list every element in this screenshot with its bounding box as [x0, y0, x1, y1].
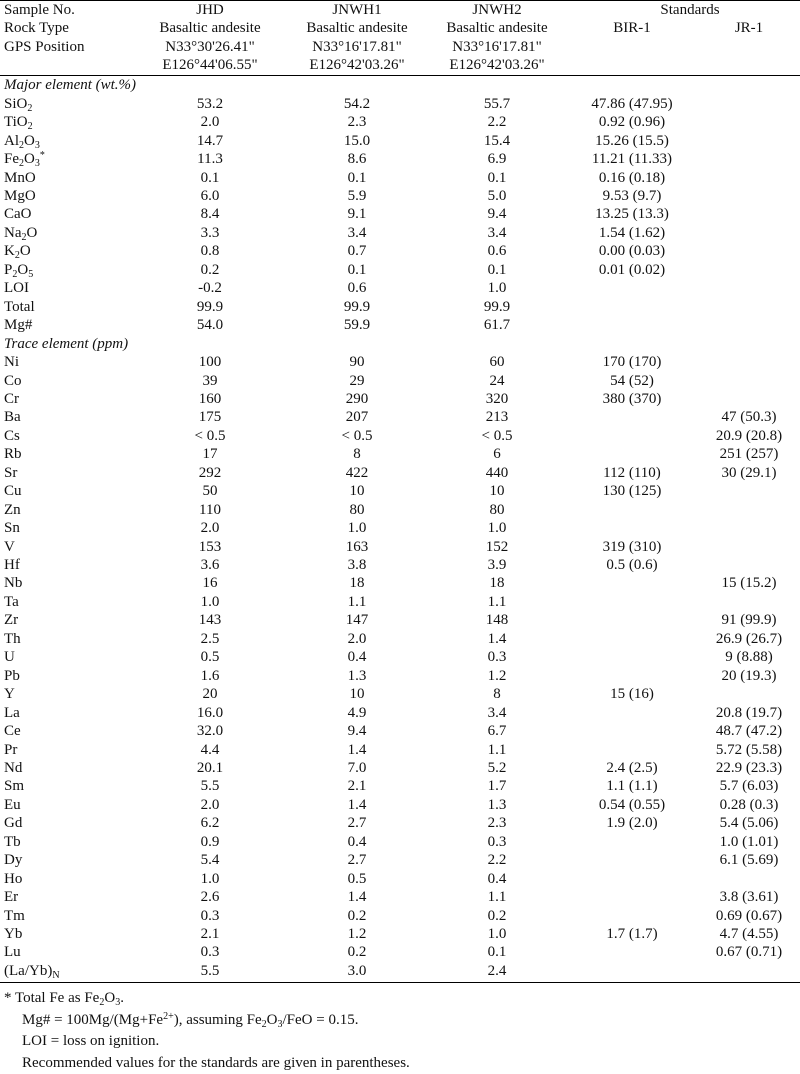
table-cell: 39 — [202, 372, 218, 389]
header-rock-type: Basaltic andesite — [306, 20, 408, 37]
table-cell: 0.3 — [487, 649, 507, 666]
table-cell: 55.7 — [483, 95, 511, 112]
table-cell: 16 — [202, 575, 218, 592]
element-label: Zn — [4, 501, 21, 518]
header-standard-name: BIR-1 — [613, 20, 651, 37]
table-cell: 0.2 — [347, 944, 367, 961]
table-cell: 290 — [345, 390, 369, 407]
table-cell: 3.9 — [487, 557, 507, 573]
element-label: U — [4, 649, 15, 666]
table-cell: 0.3 — [200, 907, 220, 924]
element-label: Er — [4, 889, 19, 906]
table-cell: 50 — [202, 483, 218, 500]
table-cell: 0.9 — [200, 833, 220, 850]
table-cell: 20.9 (20.8) — [715, 427, 783, 444]
table-cell: 6.2 — [200, 815, 220, 832]
table-cell: 207 — [345, 409, 369, 426]
table-cell: 320 — [485, 390, 509, 407]
header-gps: N33°30'26.41" — [165, 38, 255, 55]
table-cell: 1.0 — [487, 280, 507, 297]
element-label: MgO — [4, 188, 36, 204]
table-cell: 1.4 — [347, 796, 367, 813]
table-cell: 1.4 — [347, 741, 367, 758]
header-standards: Standards — [660, 2, 720, 18]
table-cell: 153 — [198, 538, 222, 555]
element-label: SiO$_2$ — [4, 95, 33, 114]
element-label: Y — [4, 686, 15, 703]
table-cell: 4.9 — [347, 704, 367, 721]
table-cell: 3.4 — [347, 224, 367, 241]
table-cell: 5.4 (5.06) — [719, 815, 779, 832]
table-cell: 9 (8.88) — [725, 649, 773, 666]
element-label: Tb — [4, 833, 21, 850]
table-cell: 2.6 — [200, 889, 220, 906]
element-label: Pb — [4, 667, 20, 684]
table-cell: 18 — [489, 575, 505, 592]
table-cell: 0.5 (0.6) — [606, 557, 658, 573]
table-cell: 54 (52) — [610, 372, 654, 389]
table-cell: < 0.5 — [341, 427, 373, 444]
table-cell: 1.9 (2.0) — [606, 815, 658, 832]
table-cell: 99.9 — [343, 298, 371, 315]
table-cell: 1.0 — [200, 870, 220, 887]
table-cell: 90 — [349, 354, 365, 371]
table-cell: 0.6 — [487, 243, 507, 260]
table-cell: 59.9 — [343, 317, 371, 334]
table-cell: 0.4 — [347, 649, 367, 666]
element-label: Ba — [4, 409, 21, 426]
header-gps: N33°16'17.81" — [452, 38, 542, 55]
section-title: Trace element (ppm) — [4, 335, 129, 352]
table-cell: 20.8 (19.7) — [715, 704, 783, 721]
table-cell: 1.4 — [347, 889, 367, 906]
table-cell: 2.1 — [347, 778, 367, 795]
table-cell: 2.7 — [347, 852, 367, 869]
header-rock-type: Basaltic andesite — [159, 20, 261, 37]
table-cell: 10 — [349, 483, 365, 500]
table-cell: 0.5 — [347, 870, 367, 887]
element-label: Sn — [4, 520, 20, 537]
table-cell: 13.25 (13.3) — [595, 206, 669, 223]
table-cell: 1.0 — [487, 926, 507, 942]
table-cell: 14.7 — [196, 132, 224, 149]
table-cell: 6.7 — [487, 723, 507, 740]
table-cell: 0.54 (0.55) — [598, 796, 666, 813]
table-cell: 170 (170) — [602, 354, 662, 371]
table-cell: 0.69 (0.67) — [715, 907, 783, 924]
table-cell: 152 — [485, 538, 509, 555]
header-sample: JHD — [196, 2, 224, 18]
element-label: Cs — [4, 427, 20, 444]
table-cell: 1.1 (1.1) — [606, 778, 658, 795]
table-cell: 47 (50.3) — [721, 409, 777, 426]
element-label: Nb — [4, 575, 23, 592]
table-cell: 16.0 — [196, 704, 224, 721]
element-label: Tm — [4, 907, 25, 924]
table-cell: 1.0 — [487, 520, 507, 537]
table-cell: 160 — [198, 390, 222, 407]
table-cell: 6.1 (5.69) — [719, 852, 779, 869]
table-cell: 110 — [199, 501, 221, 518]
element-label: Nd — [4, 759, 23, 776]
table-cell: 0.2 — [487, 907, 507, 924]
table-cell: 112 (110) — [603, 464, 661, 481]
element-label: Zr — [4, 612, 19, 629]
element-label: Mg# — [4, 317, 33, 334]
table-cell: 5.2 — [487, 759, 507, 776]
table-cell: 0.6 — [347, 280, 367, 297]
table-cell: 5.4 — [200, 852, 220, 869]
table-cell: 30 (29.1) — [721, 464, 777, 481]
table-cell: 1.0 — [200, 593, 220, 610]
table-cell: 8 — [353, 446, 361, 463]
table-cell: 0.92 (0.96) — [598, 114, 666, 131]
element-label: CaO — [4, 206, 32, 223]
table-cell: 54.0 — [196, 317, 224, 334]
table-cell: 9.53 (9.7) — [602, 188, 662, 204]
table-cell: 2.7 — [347, 815, 367, 832]
table-cell: 3.3 — [200, 224, 220, 241]
table-cell: 0.3 — [487, 833, 507, 850]
table-cell: 6.9 — [487, 151, 507, 168]
table-cell: 11.21 (11.33) — [591, 151, 673, 168]
header-label: GPS Position — [4, 38, 85, 55]
table-cell: 5.7 (6.03) — [719, 778, 779, 795]
element-label: Dy — [4, 852, 23, 869]
table-cell: 4.4 — [200, 741, 220, 758]
element-label: Sr — [4, 464, 18, 481]
table-cell: 0.1 — [200, 169, 220, 186]
table-cell: 1.3 — [487, 796, 507, 813]
header-standard-name: JR-1 — [734, 20, 764, 37]
table-cell: 7.0 — [347, 759, 367, 776]
table-cell: 2.1 — [200, 926, 220, 942]
table-cell: 0.3 — [200, 944, 220, 961]
table-cell: 47.86 (47.95) — [591, 95, 673, 112]
table-cell: 0.67 (0.71) — [715, 944, 783, 961]
table-cell: 8.4 — [200, 206, 220, 223]
table-cell: 53.2 — [196, 95, 224, 112]
footnote: Mg# = $100Mg/(Mg+Fe^{2+})$, assuming $Fe_2O_3$/FeO = 0.15. — [22, 1010, 359, 1030]
table-cell: 15.0 — [343, 132, 371, 149]
table-cell: 100 — [198, 354, 222, 371]
element-label: Cr — [4, 390, 19, 407]
table-cell: 32.0 — [196, 723, 224, 740]
table-cell: 440 — [485, 464, 509, 481]
table-cell: 0.7 — [347, 243, 367, 260]
table-cell: 91 (99.9) — [721, 612, 777, 629]
table-cell: 1.1 — [347, 593, 367, 610]
table-cell: 10 — [349, 686, 365, 703]
table-cell: 2.4 — [487, 962, 507, 979]
element-label: Ho — [4, 870, 23, 887]
element-label: Eu — [4, 796, 21, 813]
table-cell: 2.0 — [200, 520, 220, 537]
table-cell: 17 — [202, 446, 218, 463]
element-label: $Na_2O$ — [4, 224, 38, 243]
table-cell: 61.7 — [483, 317, 511, 334]
bottom-rule — [0, 982, 800, 983]
element-label: Rb — [4, 446, 22, 463]
element-label: Ce — [4, 723, 21, 740]
element-label: V — [4, 538, 15, 555]
table-cell: 6.0 — [200, 188, 220, 204]
table-cell: 3.4 — [487, 704, 507, 721]
header-sample: JNWH1 — [332, 2, 382, 18]
table-cell: 1.4 — [487, 630, 507, 647]
table-cell: 175 — [198, 409, 222, 426]
table-cell: 20.1 — [196, 759, 224, 776]
table-cell: 0.1 — [347, 169, 367, 186]
table-cell: 5.72 (5.58) — [715, 741, 783, 758]
element-label: La — [4, 704, 20, 721]
table-cell: 0.1 — [487, 169, 507, 186]
table-cell: 5.5 — [200, 962, 220, 979]
table-cell: 1.1 — [487, 593, 507, 610]
table-cell: 1.1 — [487, 741, 507, 758]
table-cell: 3.8 — [347, 557, 367, 573]
table-cell: 9.4 — [347, 723, 367, 740]
table-cell: 3.0 — [347, 962, 367, 979]
header-label: Sample No. — [4, 2, 75, 18]
table-cell: 54.2 — [343, 95, 371, 112]
table-cell: 4.7 (4.55) — [719, 926, 779, 942]
table-cell: 2.0 — [200, 114, 220, 131]
element-label: Hf — [4, 557, 20, 573]
table-cell: 5.0 — [487, 188, 507, 204]
table-cell: 0.8 — [200, 243, 220, 260]
table-cell: 9.1 — [347, 206, 367, 223]
table-cell: 422 — [345, 464, 369, 481]
header-label: Rock Type — [4, 20, 69, 37]
table-cell: 1.1 — [487, 889, 507, 906]
table-cell: 319 (310) — [602, 538, 662, 555]
table-cell: 5.5 — [200, 778, 220, 795]
header-gps: E126°42'03.26" — [449, 57, 545, 74]
table-cell: 130 (125) — [602, 483, 662, 500]
table-cell: 3.6 — [200, 557, 220, 573]
table-cell: 0.1 — [487, 944, 507, 961]
table-cell: 0.01 (0.02) — [598, 261, 666, 278]
table-cell: 2.3 — [347, 114, 367, 131]
element-label: Pr — [4, 741, 18, 758]
table-cell: 10 — [489, 483, 505, 500]
table-cell: 0.28 (0.3) — [719, 796, 779, 813]
element-label: Yb — [4, 926, 23, 942]
table-cell: 0.1 — [487, 261, 507, 278]
section-title: Major element (wt.%) — [4, 77, 137, 94]
element-label: MnO — [4, 169, 36, 186]
table-cell: 0.5 — [200, 649, 220, 666]
table-cell: 147 — [345, 612, 369, 629]
table-cell: 48.7 (47.2) — [715, 723, 783, 740]
table-cell: 2.4 (2.5) — [606, 759, 658, 776]
table-cell: 3.4 — [487, 224, 507, 241]
element-label: $Fe_2O_3^*$ — [4, 150, 45, 170]
table-cell: 20 — [202, 686, 218, 703]
footnote: LOI = loss on ignition. — [22, 1033, 160, 1050]
table-cell: 2.5 — [200, 630, 220, 647]
table-cell: 29 — [349, 372, 365, 389]
table-cell: 99.9 — [483, 298, 511, 315]
table-cell: 148 — [485, 612, 509, 629]
table-cell: 1.0 — [347, 520, 367, 537]
table-cell: 15.26 (15.5) — [595, 132, 669, 149]
table-cell: 8.6 — [347, 151, 367, 168]
table-cell: 15 (15.2) — [721, 575, 777, 592]
table-cell: 380 (370) — [602, 390, 662, 407]
table-cell: 18 — [349, 575, 365, 592]
element-label: $Al_2O_3$ — [4, 132, 40, 151]
table-cell: 0.00 (0.03) — [598, 243, 666, 260]
header-gps: E126°42'03.26" — [309, 57, 405, 74]
table-cell: 213 — [485, 409, 509, 426]
table-cell: 2.3 — [487, 815, 507, 832]
table-cell: 163 — [345, 538, 369, 555]
table-cell: 0.2 — [200, 261, 220, 278]
element-label: Th — [4, 630, 21, 647]
element-label: Sm — [4, 778, 25, 795]
table-cell: -0.2 — [198, 280, 222, 297]
header-rock-type: Basaltic andesite — [446, 20, 548, 37]
table-cell: 0.1 — [347, 261, 367, 278]
table-cell: 15 (16) — [610, 686, 654, 703]
table-cell: 15.4 — [483, 132, 511, 149]
table-cell: 6 — [493, 446, 501, 463]
table-cell: 2.2 — [487, 114, 507, 131]
element-label: Gd — [4, 815, 23, 832]
table-cell: 0.2 — [347, 907, 367, 924]
table-cell: 0.4 — [347, 833, 367, 850]
table-cell: 1.54 (1.62) — [598, 224, 666, 241]
element-label: Ta — [4, 593, 19, 610]
table-cell: 1.7 (1.7) — [606, 926, 658, 942]
table-cell: 20 (19.3) — [721, 667, 777, 684]
header-sample: JNWH2 — [472, 2, 522, 18]
footnote: Recommended values for the standards are given in parentheses. — [22, 1054, 410, 1071]
table-cell: 99.9 — [196, 298, 224, 315]
element-label: Ni — [4, 354, 19, 371]
header-gps: E126°44'06.55" — [162, 57, 258, 74]
table-cell: 2.2 — [487, 852, 507, 869]
table-cell: 9.4 — [487, 206, 507, 223]
table-cell: < 0.5 — [481, 427, 513, 444]
table-cell: 1.2 — [487, 667, 507, 684]
element-label: Lu — [4, 944, 21, 961]
table-cell: 251 (257) — [719, 446, 779, 463]
table-cell: < 0.5 — [194, 427, 226, 444]
table-cell: 80 — [349, 501, 365, 518]
element-label: Total — [4, 298, 35, 315]
table-cell: 24 — [489, 372, 505, 389]
element-label: Co — [4, 372, 22, 389]
table-cell: 292 — [198, 464, 222, 481]
table-cell: 1.6 — [200, 667, 220, 684]
footnote: * Total Fe as $Fe_2O_3$. — [4, 990, 124, 1009]
table-cell: 80 — [489, 501, 505, 518]
element-label: $(La/Yb)_N$ — [4, 962, 60, 981]
table-cell: 2.0 — [347, 630, 367, 647]
table-cell: 143 — [198, 612, 222, 629]
element-label: $K_2O$ — [4, 243, 31, 262]
element-label: Cu — [4, 483, 22, 500]
table-cell: 1.0 (1.01) — [719, 833, 779, 850]
table-cell: 22.9 (23.3) — [715, 759, 783, 776]
table-cell: 1.7 — [487, 778, 507, 795]
table-cell: 11.3 — [197, 151, 223, 168]
element-label: TiO$_2$ — [4, 114, 33, 133]
element-label: $P_2O_5$ — [4, 261, 34, 280]
table-cell: 2.0 — [200, 796, 220, 813]
table-cell: 1.2 — [347, 926, 367, 942]
table-cell: 26.9 (26.7) — [715, 630, 783, 647]
table-cell: 0.16 (0.18) — [598, 169, 666, 186]
header-gps: N33°16'17.81" — [312, 38, 402, 55]
table-cell: 5.9 — [347, 188, 367, 204]
table-cell: 8 — [493, 686, 501, 703]
table-cell: 1.3 — [347, 667, 367, 684]
table-cell: 0.4 — [487, 870, 507, 887]
element-label: LOI — [4, 280, 29, 297]
table-cell: 3.8 (3.61) — [719, 889, 779, 906]
table-cell: 60 — [489, 354, 505, 371]
